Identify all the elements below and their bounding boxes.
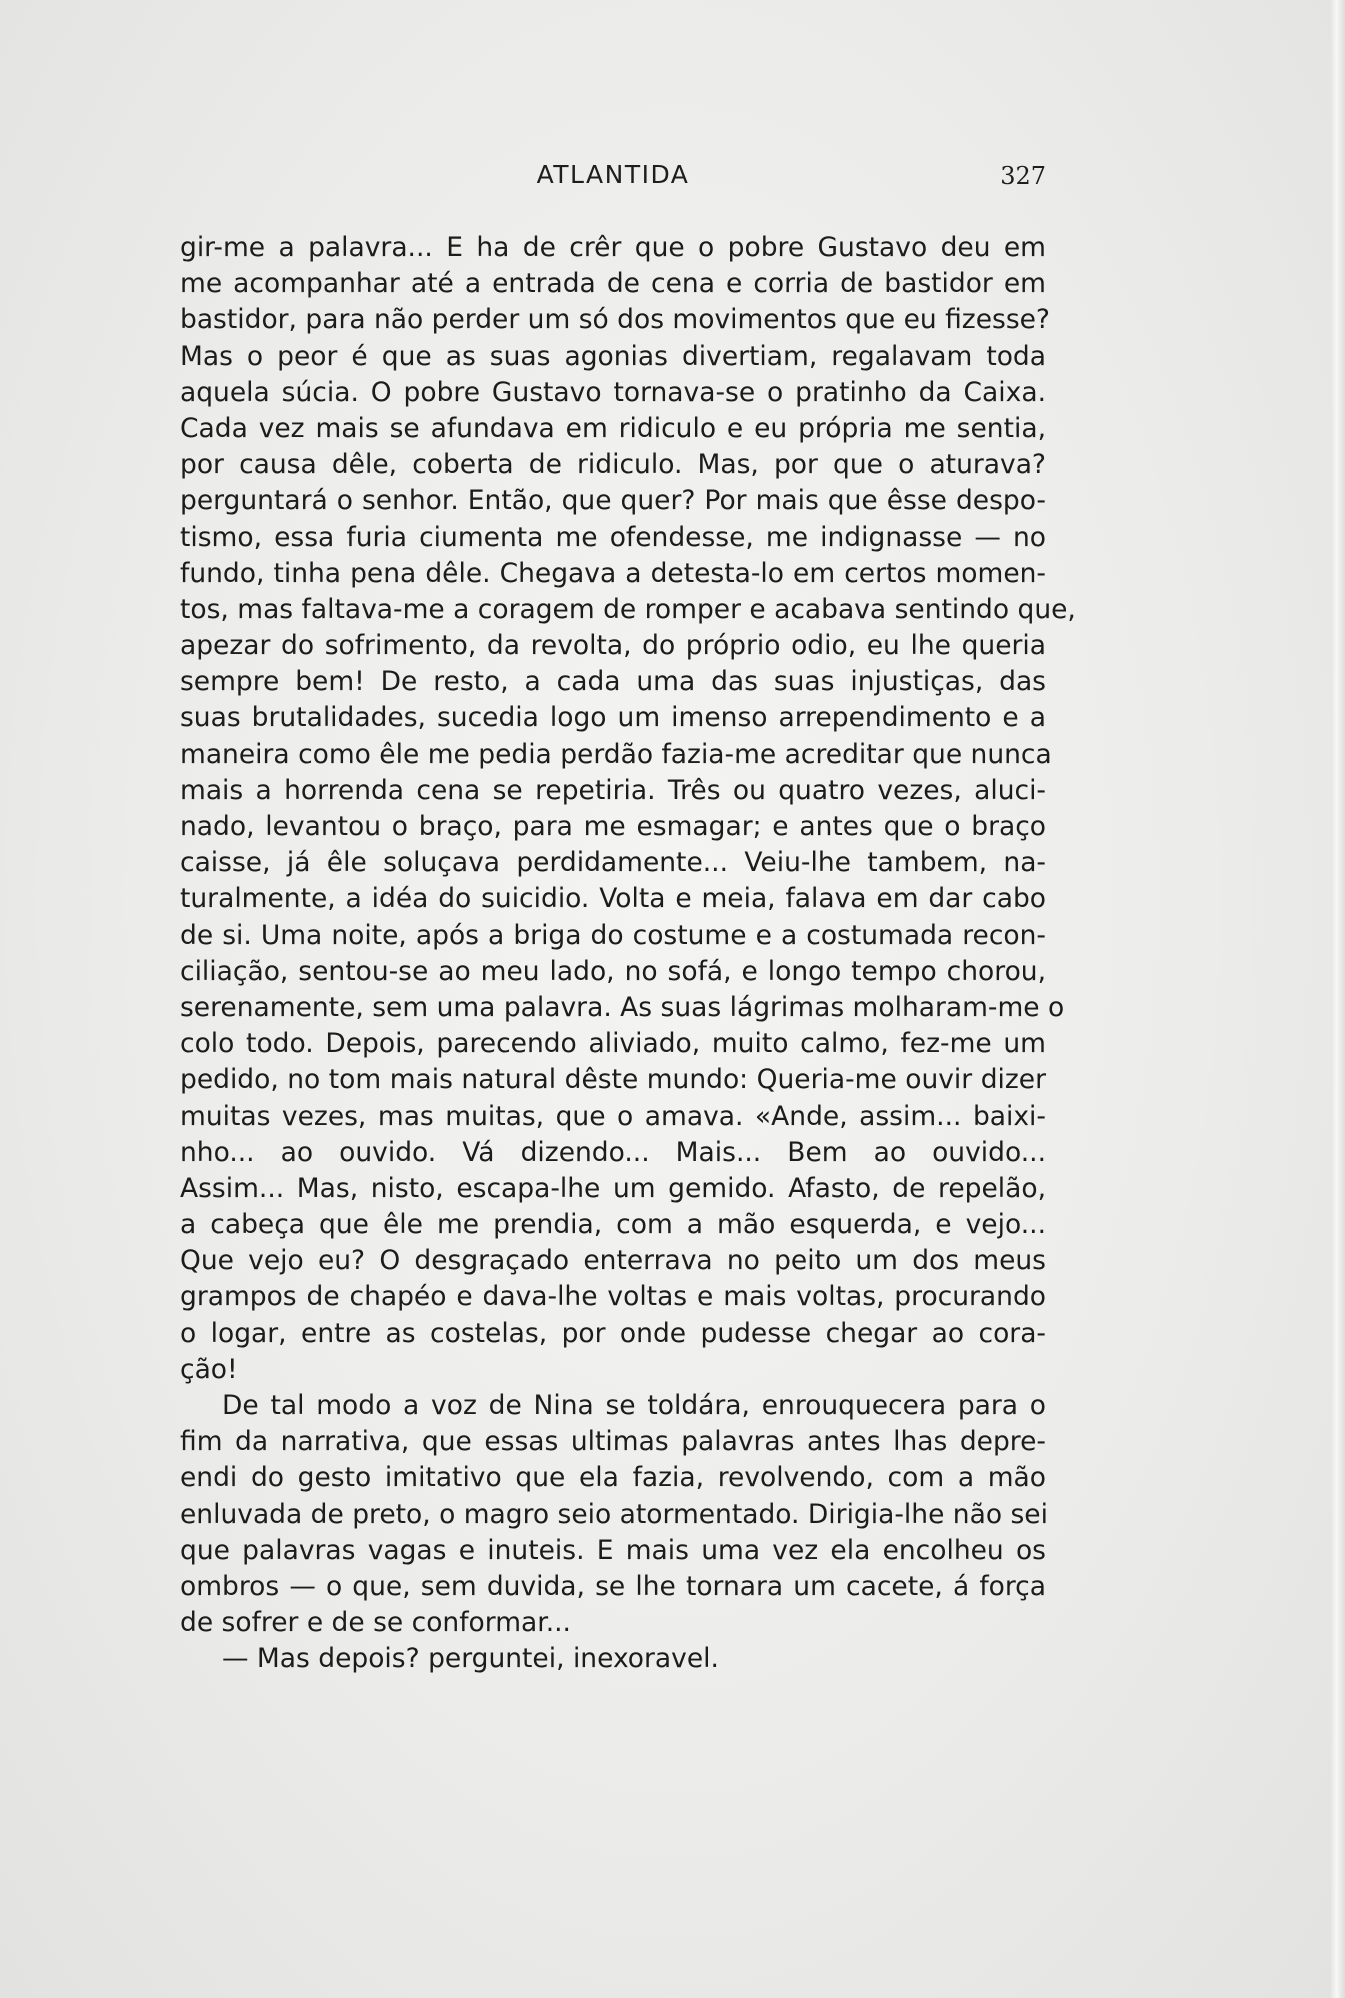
text-line: que palavras vagas e inuteis. E mais uma vez ela encolheu os: [180, 1534, 1046, 1566]
text-line: Assim... Mas, nisto, escapa-lhe um gemido. Afasto, de repelão,: [180, 1172, 1046, 1204]
text-line: fundo, tinha pena dêle. Chegava a detesta-lo em certos momen-: [180, 557, 1046, 589]
text-line: gir-me a palavra... E ha de crêr que o pobre Gustavo deu em: [180, 232, 1046, 263]
text-line: Mas o peor é que as suas agonias divertiam, regalavam toda: [180, 340, 1046, 372]
text-line: nado, levantou o braço, para me esmagar; e antes que o braço: [180, 811, 1046, 842]
text-line: de si. Uma noite, após a briga do costume e a costumada recon-: [180, 919, 1046, 951]
text-line: tismo, essa furia ciumenta me ofendesse, me indignasse — no: [180, 521, 1046, 553]
text-line: muitas vezes, mas muitas, que o amava. «Ande, assim... baixi-: [180, 1100, 1046, 1132]
text-line: Que vejo eu? O desgraçado enterrava no peito um dos meus: [180, 1245, 1046, 1277]
text-line: — Mas depois? perguntei, inexoravel.: [222, 1643, 719, 1675]
text-line: colo todo. Depois, parecendo aliviado, muito calmo, fez-me um: [180, 1028, 1046, 1060]
text-line: caisse, já êle soluçava perdidamente... Veiu-lhe tambem, na-: [180, 847, 1046, 879]
text-line: endi do gesto imitativo que ela fazia, revolvendo, com a mão: [180, 1462, 1046, 1494]
text-line: apezar do sofrimento, da revolta, do próprio odio, eu lhe queria: [180, 630, 1046, 662]
text-line: nho... ao ouvido. Vá dizendo... Mais... Bem ao ouvido...: [180, 1136, 1046, 1168]
text-line: me acompanhar até a entrada de cena e corria de bastidor em: [180, 268, 1046, 300]
text-line: serenamente, sem uma palavra. As suas lágrimas molharam-me o: [180, 991, 1065, 1023]
text-line: por causa dêle, coberta de ridiculo. Mas, por que o aturava?: [180, 449, 1046, 481]
text-line: ciliação, sentou-se ao meu lado, no sofá, e longo tempo chorou,: [180, 955, 1046, 987]
text-line: mais a horrenda cena se repetiria. Três ou quatro vezes, aluci-: [180, 774, 1046, 806]
text-line: maneira como êle me pedia perdão fazia-me acreditar que nunca: [180, 738, 1052, 770]
text-line: suas brutalidades, sucedia logo um imenso arrependimento e a: [180, 702, 1046, 734]
text-line: fim da narrativa, que essas ultimas palavras antes lhas depre-: [180, 1426, 1046, 1458]
page-header: [180, 160, 1046, 200]
text-line: perguntará o senhor. Então, que quer? Por mais que êsse despo-: [180, 485, 1046, 517]
text-line: ombros — o que, sem duvida, se lhe tornara um cacete, á força: [180, 1570, 1046, 1602]
text-line: Cada vez mais se afundava em ridiculo e eu própria me sentia,: [180, 412, 1046, 444]
text-line: ção!: [180, 1353, 238, 1385]
running-title: ATLANTIDA: [536, 160, 690, 189]
page-number: 327: [1000, 162, 1046, 190]
body-text: [180, 230, 1076, 1678]
text-line: de sofrer e de se conformar...: [180, 1607, 571, 1639]
text-line: enluvada de preto, o magro seio atormentado. Dirigia-lhe não sei: [180, 1498, 1048, 1530]
text-line: De tal modo a voz de Nina se toldára, enrouquecera para o: [222, 1390, 1046, 1421]
text-line: a cabeça que êle me prendia, com a mão esquerda, e vejo...: [180, 1209, 1046, 1241]
text-line: bastidor, para não perder um só dos movimentos que eu fizesse?: [180, 304, 1050, 336]
text-line: grampos de chapéo e dava-lhe voltas e mais voltas, procurando: [180, 1281, 1046, 1313]
text-line: turalmente, a idéa do suicidio. Volta e meia, falava em dar cabo: [180, 883, 1046, 915]
text-line: pedido, no tom mais natural dêste mundo: Queria-me ouvir dizer: [180, 1064, 1046, 1096]
text-line: sempre bem! De resto, a cada uma das suas injustiças, das: [180, 666, 1046, 698]
text-line: tos, mas faltava-me a coragem de romper e acabava sentindo que,: [180, 593, 1076, 625]
text-line: aquela súcia. O pobre Gustavo tornava-se o pratinho da Caixa.: [180, 376, 1046, 408]
page-edge: [1331, 0, 1345, 1998]
text-line: o logar, entre as costelas, por onde pudesse chegar ao cora-: [180, 1317, 1046, 1349]
